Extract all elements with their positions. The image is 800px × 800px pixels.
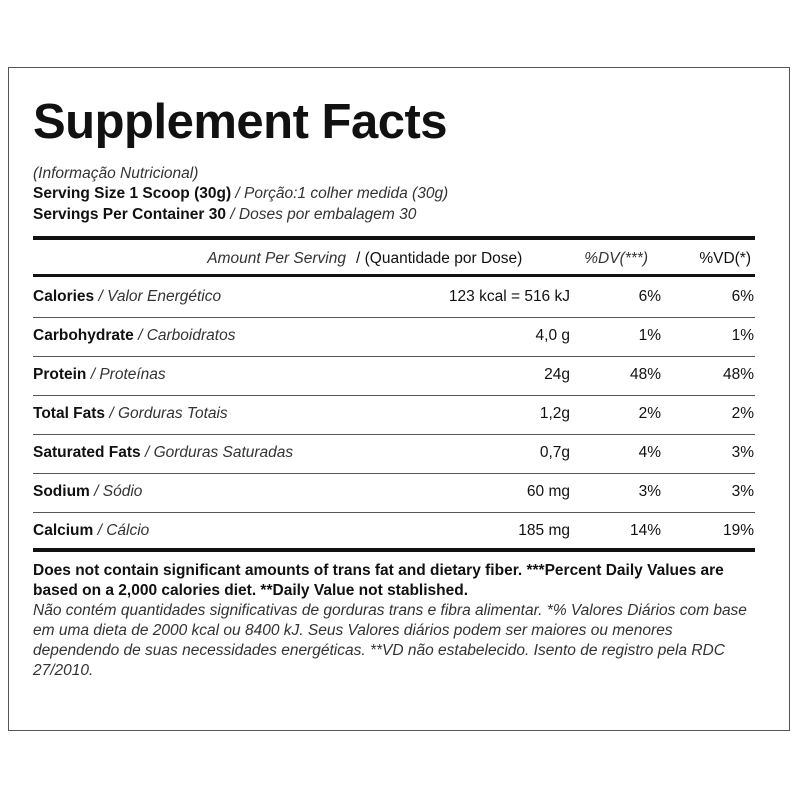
- nutrient-name-pt: / Carboidratos: [133, 327, 236, 344]
- nutrient-name-en: Protein: [33, 366, 87, 383]
- supplement-facts-panel: [8, 67, 790, 731]
- serving-size-label: Serving Size 1 Scoop (30g): [33, 185, 232, 202]
- nutrient-name-en: Total Fats: [33, 405, 106, 422]
- nutrient-name: [33, 406, 228, 422]
- servings-per-container-pt: / Doses por embalagem 30: [225, 206, 417, 223]
- nutrient-name-pt: / Valor Energético: [94, 288, 222, 305]
- footnote-english: Does not contain significant amounts of trans fat and dietary fiber. ***Percent Daily Values are based on a 2,000 calories diet. **Daily Value not stablished.: [33, 562, 724, 599]
- nutrient-row: [33, 435, 755, 474]
- nutrient-dv: 4%: [638, 444, 661, 461]
- nutrient-dv: 6%: [638, 288, 661, 305]
- nutrient-row: [33, 474, 755, 513]
- nutrient-amount: 1,2g: [539, 405, 570, 422]
- nutrient-name: [33, 328, 235, 344]
- footnote: [33, 561, 763, 681]
- nutrient-name-en: Sodium: [33, 483, 90, 500]
- nutrient-name-pt: / Sódio: [89, 483, 143, 500]
- nutrient-name-pt: / Cálcio: [93, 522, 150, 539]
- nutrient-row: [33, 279, 755, 318]
- nutrient-amount: 185 mg: [518, 522, 570, 539]
- nutrient-amount: 123 kcal = 516 kJ: [448, 288, 570, 305]
- nutrient-amount: 60 mg: [526, 483, 570, 500]
- nutrient-name: [33, 445, 293, 461]
- panel-title: Supplement Facts: [33, 95, 448, 149]
- top-thick-divider: [33, 236, 755, 240]
- nutrient-dv: 3%: [638, 483, 661, 500]
- nutrient-row: [33, 513, 755, 551]
- nutrient-vd: 48%: [722, 366, 754, 383]
- nutrient-name-en: Calories: [33, 288, 95, 305]
- nutrient-name-en: Carbohydrate: [33, 327, 134, 344]
- nutrient-vd: 3%: [731, 444, 754, 461]
- nutrient-vd: 1%: [731, 327, 754, 344]
- header-thick-divider: [33, 274, 755, 277]
- nutrient-name: [33, 484, 142, 500]
- nutrient-amount: 24g: [544, 366, 570, 383]
- bottom-thick-divider: [33, 548, 755, 552]
- nutrient-vd: 3%: [731, 483, 754, 500]
- nutrient-name-pt: / Gorduras Saturadas: [140, 444, 294, 461]
- nutrient-name: [33, 523, 149, 539]
- footnote-portuguese: Não contém quantidades significativas de gorduras trans e fibra alimentar. *% Valores Diários com base em uma dieta de 2000 kcal ou 8400 kJ. Seus Valores diários podem ser maiores ou menores dependendo de suas necessidades energéticas. **VD não estabelecido. Isento de registro pela RDC 27/2010.: [33, 602, 747, 679]
- nutrient-name: [33, 289, 221, 305]
- servings-per-container: [33, 207, 416, 223]
- serving-size: [33, 186, 448, 202]
- nutrient-dv: 48%: [629, 366, 661, 383]
- nutrient-row: [33, 357, 755, 396]
- vd-header: %VD(*): [699, 250, 751, 267]
- nutrient-name: [33, 367, 166, 383]
- nutrient-amount: 0,7g: [539, 444, 570, 461]
- nutrition-info-subtitle: (Informação Nutricional): [33, 165, 199, 182]
- nutrient-amount: 4,0 g: [535, 327, 570, 344]
- nutrient-name-en: Calcium: [33, 522, 94, 539]
- nutrient-name-en: Saturated Fats: [33, 444, 141, 461]
- amount-per-serving-header: Amount Per Serving: [207, 250, 346, 267]
- quantidade-header: / (Quantidade por Dose): [356, 250, 523, 267]
- nutrient-row: [33, 396, 755, 435]
- nutrient-vd: 2%: [731, 405, 754, 422]
- nutrient-name-pt: / Gorduras Totais: [105, 405, 228, 422]
- nutrient-vd: 19%: [722, 522, 754, 539]
- nutrient-dv: 1%: [638, 327, 661, 344]
- serving-size-pt: / Porção:1 colher medida (30g): [231, 185, 449, 202]
- dv-header: %DV(***): [584, 250, 648, 267]
- nutrient-dv: 14%: [629, 522, 661, 539]
- nutrient-dv: 2%: [638, 405, 661, 422]
- servings-per-container-label: Servings Per Container 30: [33, 206, 226, 223]
- nutrient-name-pt: / Proteínas: [86, 366, 166, 383]
- nutrient-row: [33, 318, 755, 357]
- nutrient-vd: 6%: [731, 288, 754, 305]
